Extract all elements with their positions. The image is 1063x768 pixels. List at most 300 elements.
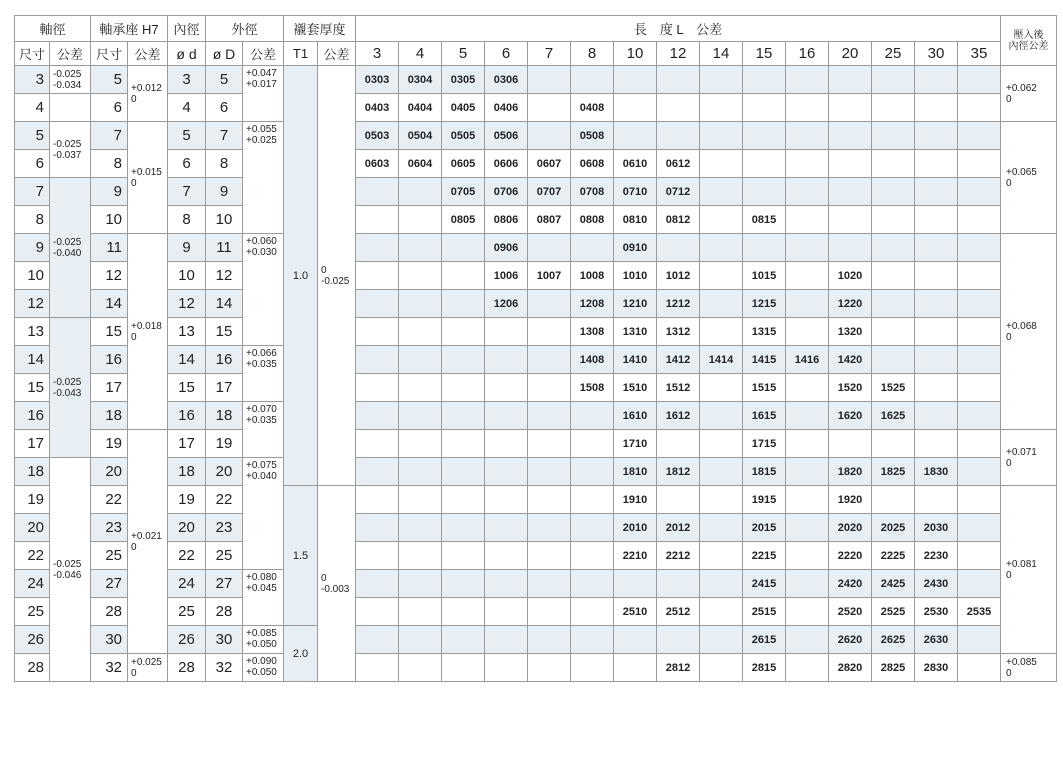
part-code bbox=[399, 374, 442, 402]
part-code: 1015 bbox=[743, 262, 786, 290]
part-code bbox=[442, 234, 485, 262]
part-code bbox=[915, 290, 958, 318]
part-code bbox=[571, 234, 614, 262]
outer-diameter: 18 bbox=[206, 402, 243, 430]
part-code: 2615 bbox=[743, 626, 786, 654]
part-code: 0712 bbox=[657, 178, 700, 206]
part-code bbox=[485, 570, 528, 598]
inner-diameter: 20 bbox=[168, 514, 206, 542]
part-code bbox=[786, 402, 829, 430]
part-code bbox=[356, 458, 399, 486]
inner-diameter: 25 bbox=[168, 598, 206, 626]
inner-diameter: 7 bbox=[168, 178, 206, 206]
part-code bbox=[399, 290, 442, 318]
part-code: 2830 bbox=[915, 654, 958, 682]
part-code bbox=[829, 178, 872, 206]
part-code bbox=[786, 514, 829, 542]
part-code: 0805 bbox=[442, 206, 485, 234]
part-code bbox=[700, 122, 743, 150]
outer-tolerance-upper: +0.070 bbox=[246, 404, 277, 415]
after-press-tolerance-lower: 0 bbox=[1006, 667, 1012, 679]
part-code: 1815 bbox=[743, 458, 786, 486]
part-code bbox=[528, 290, 571, 318]
part-code bbox=[872, 94, 915, 122]
part-code: 2030 bbox=[915, 514, 958, 542]
part-code bbox=[786, 654, 829, 682]
part-code: 2020 bbox=[829, 514, 872, 542]
shaft-size: 20 bbox=[15, 514, 50, 542]
part-code bbox=[614, 654, 657, 682]
housing-size: 30 bbox=[91, 626, 128, 654]
part-code: 2025 bbox=[872, 514, 915, 542]
outer-tolerance-lower: +0.050 bbox=[246, 667, 277, 678]
part-code bbox=[915, 94, 958, 122]
part-code bbox=[657, 234, 700, 262]
outer-diameter: 17 bbox=[206, 374, 243, 402]
part-code bbox=[399, 598, 442, 626]
part-code bbox=[399, 626, 442, 654]
part-code bbox=[786, 570, 829, 598]
part-code: 1910 bbox=[614, 486, 657, 514]
part-code bbox=[786, 122, 829, 150]
part-code: 1414 bbox=[700, 346, 743, 374]
part-code: 2415 bbox=[743, 570, 786, 598]
header-housing: 軸承座 H7 bbox=[91, 16, 168, 42]
part-code: 1008 bbox=[571, 262, 614, 290]
part-code: 1625 bbox=[872, 402, 915, 430]
shaft-tolerance-upper: -0.025 bbox=[53, 138, 82, 150]
part-code bbox=[657, 66, 700, 94]
part-code bbox=[700, 290, 743, 318]
part-code bbox=[571, 402, 614, 430]
after-press-tolerance bbox=[1001, 430, 1057, 486]
housing-tolerance-upper: +0.012 bbox=[131, 82, 162, 94]
part-code: 2012 bbox=[657, 514, 700, 542]
part-code: 2620 bbox=[829, 626, 872, 654]
part-code bbox=[528, 626, 571, 654]
part-code bbox=[829, 206, 872, 234]
outer-diameter: 9 bbox=[206, 178, 243, 206]
housing-tolerance bbox=[128, 430, 168, 654]
part-code bbox=[442, 318, 485, 346]
outer-diameter: 10 bbox=[206, 206, 243, 234]
table-row bbox=[15, 234, 1057, 262]
part-code: 1310 bbox=[614, 318, 657, 346]
part-code bbox=[528, 346, 571, 374]
shaft-size: 19 bbox=[15, 486, 50, 514]
outer-diameter: 15 bbox=[206, 318, 243, 346]
table-row bbox=[15, 66, 1057, 94]
shaft-size: 6 bbox=[15, 150, 50, 178]
part-code bbox=[786, 542, 829, 570]
part-code bbox=[958, 514, 1001, 542]
part-code bbox=[958, 290, 1001, 318]
shaft-tolerance-upper: -0.025 bbox=[53, 376, 82, 388]
outer-tolerance-lower: +0.017 bbox=[246, 79, 277, 90]
part-code bbox=[700, 178, 743, 206]
part-code: 0505 bbox=[442, 122, 485, 150]
after-press-tolerance-lower: 0 bbox=[1006, 331, 1012, 343]
part-code: 1825 bbox=[872, 458, 915, 486]
shaft-tolerance bbox=[50, 122, 91, 178]
header-length-35: 35 bbox=[958, 42, 1001, 66]
outer-tolerance bbox=[243, 234, 284, 346]
wall-thickness: 1.0 bbox=[284, 66, 318, 486]
inner-diameter: 19 bbox=[168, 486, 206, 514]
part-code bbox=[399, 486, 442, 514]
part-code bbox=[958, 654, 1001, 682]
part-code bbox=[786, 626, 829, 654]
part-code bbox=[786, 66, 829, 94]
outer-diameter: 7 bbox=[206, 122, 243, 150]
part-code bbox=[399, 430, 442, 458]
part-code bbox=[700, 458, 743, 486]
part-code bbox=[399, 654, 442, 682]
shaft-tolerance-lower: -0.034 bbox=[53, 79, 82, 91]
after-press-tolerance bbox=[1001, 234, 1057, 430]
housing-tolerance-upper: +0.015 bbox=[131, 166, 162, 178]
part-code: 2525 bbox=[872, 598, 915, 626]
part-code bbox=[356, 402, 399, 430]
part-code bbox=[700, 150, 743, 178]
part-code: 1820 bbox=[829, 458, 872, 486]
inner-diameter: 3 bbox=[168, 66, 206, 94]
table-row bbox=[15, 94, 1057, 122]
after-press-tolerance bbox=[1001, 66, 1057, 122]
housing-size: 20 bbox=[91, 458, 128, 486]
part-code bbox=[485, 402, 528, 430]
part-code bbox=[915, 66, 958, 94]
part-code bbox=[528, 94, 571, 122]
part-code bbox=[657, 626, 700, 654]
part-code bbox=[485, 486, 528, 514]
housing-size: 19 bbox=[91, 430, 128, 458]
header-after-line2: 內徑公差 bbox=[1008, 40, 1049, 52]
part-code bbox=[872, 150, 915, 178]
part-code bbox=[528, 234, 571, 262]
part-code bbox=[700, 598, 743, 626]
part-code: 0404 bbox=[399, 94, 442, 122]
part-code bbox=[958, 486, 1001, 514]
shaft-size: 22 bbox=[15, 542, 50, 570]
outer-diameter: 28 bbox=[206, 598, 243, 626]
table-row bbox=[15, 318, 1057, 346]
part-code bbox=[743, 94, 786, 122]
part-code bbox=[700, 430, 743, 458]
header-length-12: 12 bbox=[657, 42, 700, 66]
housing-tolerance-upper: +0.021 bbox=[131, 530, 162, 542]
part-code: 1408 bbox=[571, 346, 614, 374]
part-code bbox=[786, 374, 829, 402]
part-code: 1006 bbox=[485, 262, 528, 290]
part-code: 2420 bbox=[829, 570, 872, 598]
shaft-size: 24 bbox=[15, 570, 50, 598]
part-code: 1010 bbox=[614, 262, 657, 290]
part-code: 1312 bbox=[657, 318, 700, 346]
housing-size: 17 bbox=[91, 374, 128, 402]
table-row bbox=[15, 598, 1057, 626]
inner-diameter: 10 bbox=[168, 262, 206, 290]
part-code: 0610 bbox=[614, 150, 657, 178]
part-code bbox=[442, 542, 485, 570]
part-code: 0612 bbox=[657, 150, 700, 178]
header-housing-tol: 公差 bbox=[128, 42, 168, 66]
housing-size: 22 bbox=[91, 486, 128, 514]
part-code bbox=[657, 430, 700, 458]
part-code bbox=[528, 514, 571, 542]
part-code bbox=[829, 430, 872, 458]
part-code bbox=[786, 94, 829, 122]
housing-tolerance-lower: 0 bbox=[131, 177, 137, 189]
part-code bbox=[442, 346, 485, 374]
part-code bbox=[657, 122, 700, 150]
part-code: 0504 bbox=[399, 122, 442, 150]
part-code: 2215 bbox=[743, 542, 786, 570]
part-code bbox=[442, 430, 485, 458]
shaft-tolerance-upper: -0.025 bbox=[53, 236, 82, 248]
part-code bbox=[614, 66, 657, 94]
header-length-8: 8 bbox=[571, 42, 614, 66]
part-code bbox=[915, 150, 958, 178]
outer-diameter: 20 bbox=[206, 458, 243, 486]
housing-tolerance-upper: +0.018 bbox=[131, 320, 162, 332]
part-code: 1007 bbox=[528, 262, 571, 290]
outer-diameter: 11 bbox=[206, 234, 243, 262]
part-code bbox=[786, 290, 829, 318]
shaft-tolerance bbox=[50, 318, 91, 458]
part-code bbox=[872, 262, 915, 290]
part-code bbox=[614, 122, 657, 150]
part-code: 2210 bbox=[614, 542, 657, 570]
part-code: 0608 bbox=[571, 150, 614, 178]
part-code: 1812 bbox=[657, 458, 700, 486]
part-code: 0603 bbox=[356, 150, 399, 178]
part-code bbox=[872, 486, 915, 514]
part-code bbox=[356, 598, 399, 626]
housing-size: 7 bbox=[91, 122, 128, 150]
table-row bbox=[15, 626, 1057, 654]
part-code bbox=[829, 234, 872, 262]
wall-thickness-tolerance-lower: -0.025 bbox=[321, 275, 350, 287]
table-row bbox=[15, 290, 1057, 318]
part-code: 2230 bbox=[915, 542, 958, 570]
part-code bbox=[399, 570, 442, 598]
part-code bbox=[786, 150, 829, 178]
part-code bbox=[872, 122, 915, 150]
part-code: 1315 bbox=[743, 318, 786, 346]
part-code bbox=[356, 514, 399, 542]
part-code bbox=[915, 178, 958, 206]
housing-size: 10 bbox=[91, 206, 128, 234]
part-code: 0705 bbox=[442, 178, 485, 206]
part-code bbox=[442, 514, 485, 542]
housing-tolerance-lower: 0 bbox=[131, 331, 137, 343]
part-code: 1220 bbox=[829, 290, 872, 318]
part-code: 1620 bbox=[829, 402, 872, 430]
shaft-size: 13 bbox=[15, 318, 50, 346]
wall-thickness-tolerance bbox=[318, 486, 356, 682]
part-code: 0406 bbox=[485, 94, 528, 122]
part-code bbox=[614, 94, 657, 122]
part-code bbox=[528, 402, 571, 430]
part-code bbox=[786, 262, 829, 290]
part-code bbox=[442, 458, 485, 486]
header-wall-thickness: 襯套厚度 bbox=[284, 16, 356, 42]
housing-size: 28 bbox=[91, 598, 128, 626]
outer-diameter: 14 bbox=[206, 290, 243, 318]
header-length-25: 25 bbox=[872, 42, 915, 66]
header-housing-size: 尺寸 bbox=[91, 42, 128, 66]
part-code bbox=[528, 66, 571, 94]
part-code bbox=[356, 654, 399, 682]
part-code bbox=[958, 570, 1001, 598]
inner-diameter: 12 bbox=[168, 290, 206, 318]
shaft-size: 3 bbox=[15, 66, 50, 94]
part-code bbox=[786, 598, 829, 626]
part-code bbox=[915, 234, 958, 262]
outer-diameter: 5 bbox=[206, 66, 243, 94]
part-code: 0710 bbox=[614, 178, 657, 206]
part-code: 2010 bbox=[614, 514, 657, 542]
part-code: 0910 bbox=[614, 234, 657, 262]
part-code bbox=[399, 346, 442, 374]
shaft-size: 4 bbox=[15, 94, 50, 122]
part-code: 2212 bbox=[657, 542, 700, 570]
part-code: 0503 bbox=[356, 122, 399, 150]
part-code bbox=[829, 150, 872, 178]
outer-tolerance bbox=[243, 346, 284, 402]
housing-tolerance-lower: 0 bbox=[131, 93, 137, 105]
outer-tolerance-upper: +0.060 bbox=[246, 236, 277, 247]
shaft-size: 12 bbox=[15, 290, 50, 318]
part-code bbox=[399, 206, 442, 234]
part-code bbox=[528, 570, 571, 598]
part-code bbox=[743, 178, 786, 206]
outer-diameter: 22 bbox=[206, 486, 243, 514]
outer-tolerance-upper: +0.090 bbox=[246, 656, 277, 667]
outer-tolerance bbox=[243, 570, 284, 626]
part-code bbox=[872, 206, 915, 234]
part-code: 2425 bbox=[872, 570, 915, 598]
part-code bbox=[872, 318, 915, 346]
outer-tolerance-lower: +0.040 bbox=[246, 471, 277, 482]
part-code bbox=[356, 206, 399, 234]
part-code: 2430 bbox=[915, 570, 958, 598]
housing-size: 6 bbox=[91, 94, 128, 122]
part-code bbox=[872, 430, 915, 458]
part-code bbox=[700, 94, 743, 122]
header-outer-tol: 公差 bbox=[243, 42, 284, 66]
part-code bbox=[528, 122, 571, 150]
table-row bbox=[15, 150, 1057, 178]
housing-tolerance-upper: +0.025 bbox=[131, 656, 162, 668]
after-press-tolerance-lower: 0 bbox=[1006, 177, 1012, 189]
housing-size: 15 bbox=[91, 318, 128, 346]
part-code bbox=[571, 514, 614, 542]
outer-diameter: 12 bbox=[206, 262, 243, 290]
wall-thickness-tolerance-lower: -0.003 bbox=[321, 583, 350, 595]
table-row bbox=[15, 514, 1057, 542]
part-code: 2510 bbox=[614, 598, 657, 626]
part-code: 2812 bbox=[657, 654, 700, 682]
table-row bbox=[15, 654, 1057, 682]
header-length-15: 15 bbox=[743, 42, 786, 66]
part-code: 0708 bbox=[571, 178, 614, 206]
part-code bbox=[356, 486, 399, 514]
part-code bbox=[958, 458, 1001, 486]
part-code bbox=[442, 654, 485, 682]
part-code bbox=[399, 318, 442, 346]
part-code bbox=[528, 430, 571, 458]
outer-tolerance-lower: +0.050 bbox=[246, 639, 277, 650]
part-code bbox=[614, 570, 657, 598]
outer-tolerance bbox=[243, 122, 284, 234]
housing-tolerance bbox=[128, 66, 168, 122]
part-code: 1710 bbox=[614, 430, 657, 458]
header-length-14: 14 bbox=[700, 42, 743, 66]
table-row bbox=[15, 346, 1057, 374]
part-code bbox=[915, 206, 958, 234]
part-code bbox=[356, 430, 399, 458]
outer-tolerance-lower: +0.030 bbox=[246, 247, 277, 258]
outer-diameter: 27 bbox=[206, 570, 243, 598]
table-row bbox=[15, 430, 1057, 458]
part-code: 2512 bbox=[657, 598, 700, 626]
part-code bbox=[915, 318, 958, 346]
part-code bbox=[786, 318, 829, 346]
housing-tolerance-lower: 0 bbox=[131, 667, 137, 679]
part-code bbox=[528, 542, 571, 570]
part-code: 2015 bbox=[743, 514, 786, 542]
part-code bbox=[356, 374, 399, 402]
housing-tolerance bbox=[128, 654, 168, 682]
shaft-size: 15 bbox=[15, 374, 50, 402]
outer-tolerance bbox=[243, 66, 284, 122]
part-code bbox=[958, 206, 1001, 234]
header-length-16: 16 bbox=[786, 42, 829, 66]
part-code bbox=[571, 430, 614, 458]
part-code: 1308 bbox=[571, 318, 614, 346]
part-code bbox=[958, 66, 1001, 94]
shaft-size: 17 bbox=[15, 430, 50, 458]
outer-diameter: 30 bbox=[206, 626, 243, 654]
header-length-20: 20 bbox=[829, 42, 872, 66]
part-code: 0303 bbox=[356, 66, 399, 94]
table-row bbox=[15, 206, 1057, 234]
part-code bbox=[700, 626, 743, 654]
header-after-line1: 壓入後 bbox=[1013, 29, 1044, 41]
part-code bbox=[399, 514, 442, 542]
outer-tolerance bbox=[243, 626, 284, 654]
part-code bbox=[786, 206, 829, 234]
part-code: 0906 bbox=[485, 234, 528, 262]
outer-diameter: 23 bbox=[206, 514, 243, 542]
part-code bbox=[356, 318, 399, 346]
part-code: 1510 bbox=[614, 374, 657, 402]
part-code bbox=[700, 206, 743, 234]
part-code bbox=[485, 514, 528, 542]
part-code bbox=[356, 262, 399, 290]
part-code bbox=[958, 402, 1001, 430]
part-code: 0606 bbox=[485, 150, 528, 178]
outer-diameter: 8 bbox=[206, 150, 243, 178]
shaft-tolerance bbox=[50, 94, 91, 122]
part-code bbox=[614, 626, 657, 654]
part-code bbox=[700, 374, 743, 402]
part-code bbox=[571, 458, 614, 486]
header-length-4: 4 bbox=[399, 42, 442, 66]
part-code: 2825 bbox=[872, 654, 915, 682]
